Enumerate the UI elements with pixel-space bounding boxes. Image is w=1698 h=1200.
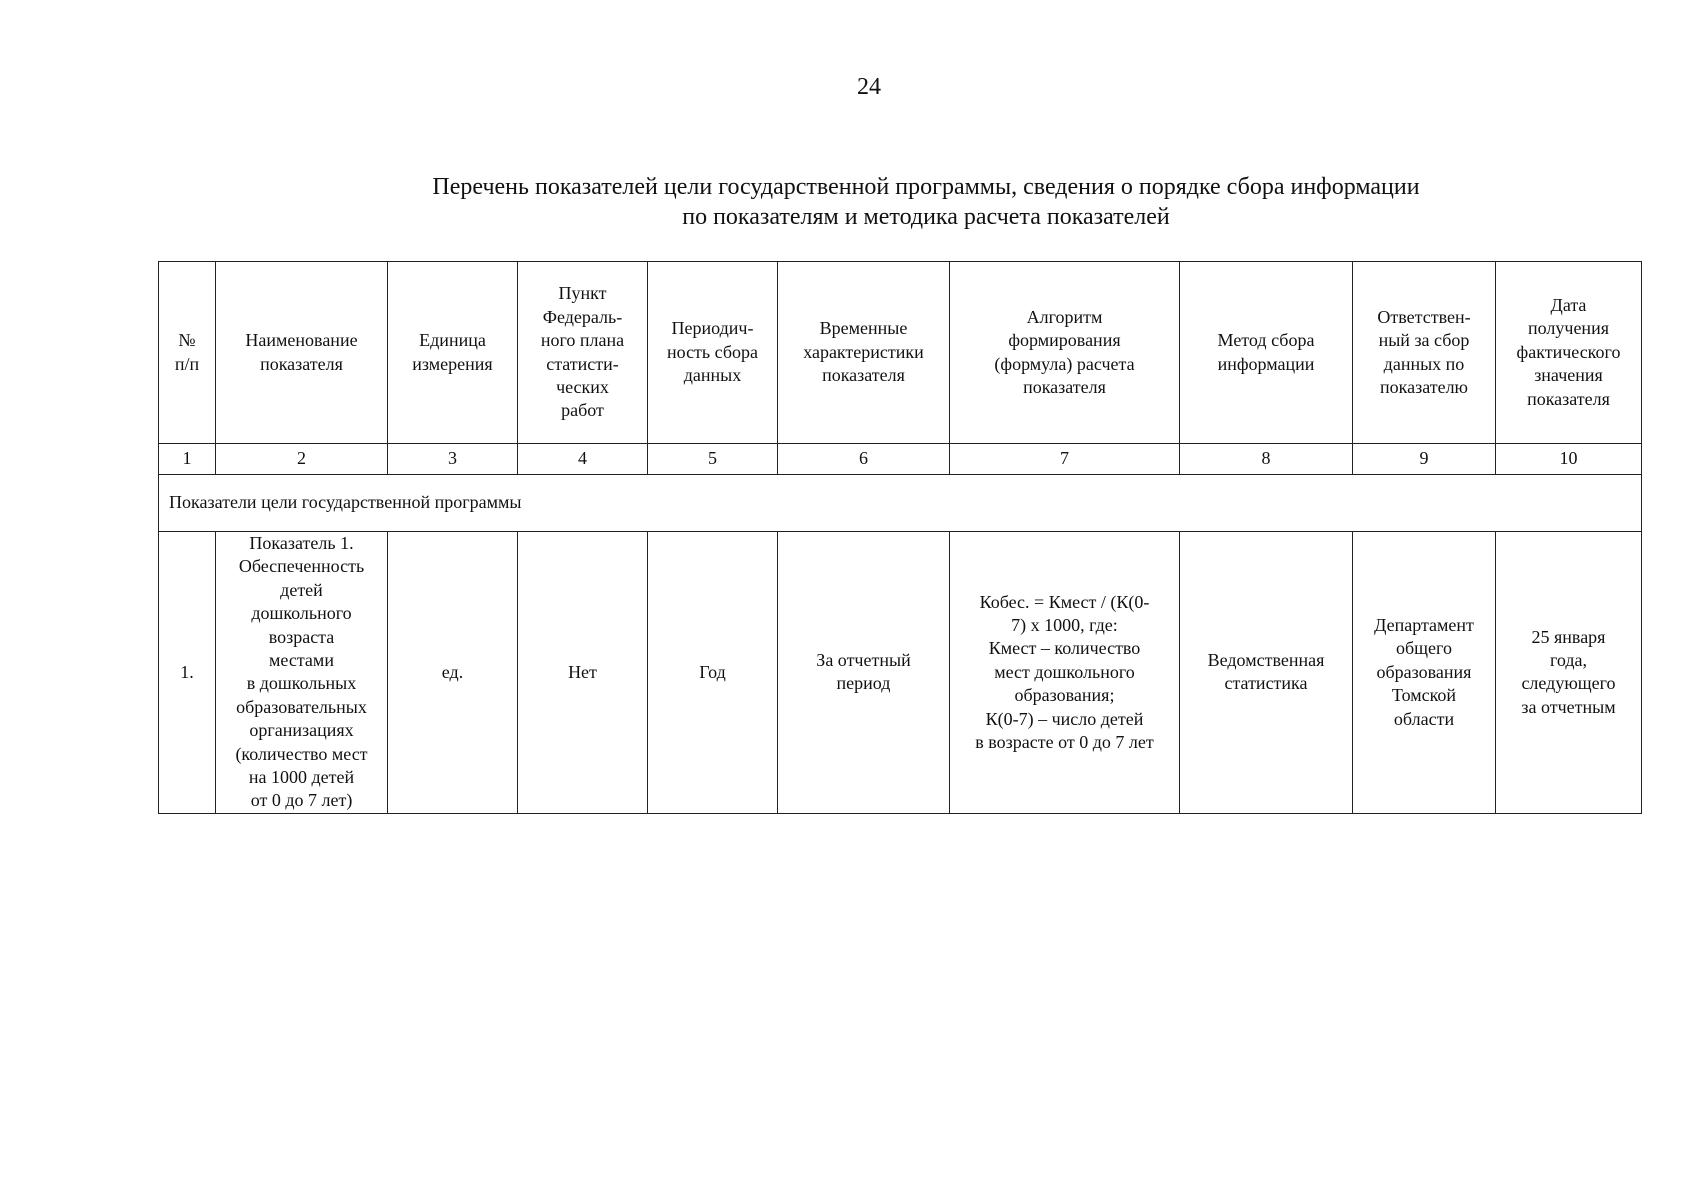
column-number: 8: [1180, 444, 1353, 475]
column-number: 7: [950, 444, 1180, 475]
document-title: [0, 172, 1698, 232]
section-row: [159, 475, 1642, 532]
section-title: Показатели цели государственной программы: [159, 475, 1642, 532]
indicators-table: [158, 261, 1642, 814]
indicator-formula: Кобес. = Кмест / (К(0- 7) х 1000, где: Кмест – количество мест дошкольного образования; К(0-7) – число детей в возрасте от 0 до 7 лет: [950, 532, 1180, 814]
indicator-periodicity: Год: [648, 532, 778, 814]
column-number: 1: [159, 444, 216, 475]
header-cell-time-characteristics: Временные характеристики показателя: [778, 262, 950, 444]
column-number: 4: [518, 444, 648, 475]
title-line-1: Перечень показателей цели государственной программы, сведения о порядке сбора информации: [432, 174, 1420, 200]
header-cell-name: Наименование показателя: [216, 262, 388, 444]
column-number: 5: [648, 444, 778, 475]
page-number: 24: [857, 74, 881, 100]
indicator-unit: ед.: [388, 532, 518, 814]
indicator-date-received: 25 января года, следующего за отчетным: [1496, 532, 1642, 814]
column-number: 2: [216, 444, 388, 475]
header-cell-responsible: Ответствен- ный за сбор данных по показателю: [1353, 262, 1496, 444]
header-cell-formula: Алгоритм формирования (формула) расчета показателя: [950, 262, 1180, 444]
title-line-2: по показателям и методика расчета показателей: [682, 204, 1170, 230]
table-header-row: [159, 262, 1642, 444]
indicator-time-characteristics: За отчетный период: [778, 532, 950, 814]
column-number: 3: [388, 444, 518, 475]
column-number: 10: [1496, 444, 1642, 475]
column-number: 9: [1353, 444, 1496, 475]
header-cell-number: № п/п: [159, 262, 216, 444]
header-cell-periodicity: Периодич- ность сбора данных: [648, 262, 778, 444]
header-cell-date-received: Дата получения фактического значения показателя: [1496, 262, 1642, 444]
indicator-responsible: Департамент общего образования Томской области: [1353, 532, 1496, 814]
header-cell-federal-plan: Пункт Федераль- ного плана статисти- ческих работ: [518, 262, 648, 444]
indicator-collection-method: Ведомственная статистика: [1180, 532, 1353, 814]
column-number-row: [159, 444, 1642, 475]
row-number: 1.: [159, 532, 216, 814]
indicator-federal-plan-item: Нет: [518, 532, 648, 814]
column-number: 6: [778, 444, 950, 475]
table-row: [159, 532, 1642, 814]
indicator-name: Показатель 1. Обеспеченность детей дошкольного возраста местами в дошкольных образовательных организациях (количество мест на 1000 детей от 0 до 7 лет): [216, 532, 388, 814]
header-cell-collection-method: Метод сбора информации: [1180, 262, 1353, 444]
header-cell-unit: Единица измерения: [388, 262, 518, 444]
